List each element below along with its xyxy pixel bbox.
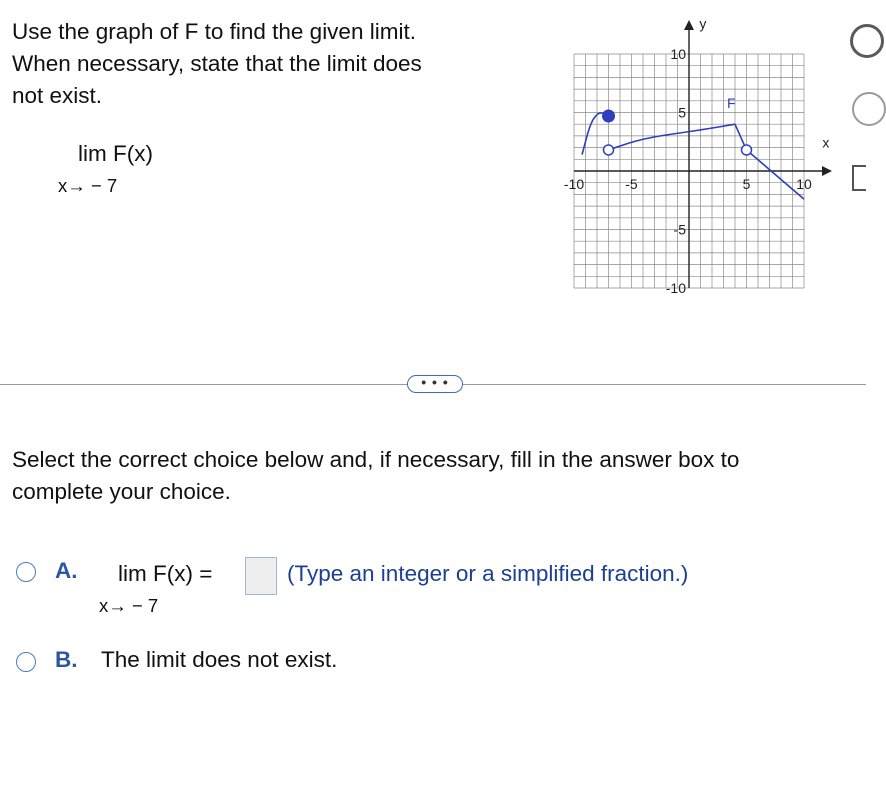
instructions-line-1: Select the correct choice below and, if necessary, fill in the answer box to [12,447,740,472]
question-prompt [12,16,512,112]
y-tick-label: -5 [673,221,686,238]
answer-input[interactable] [245,557,277,595]
question-line-1: Use the graph of F to find the given limit. [12,19,416,44]
choice-a-limit-expression: lim F(x) = [118,561,213,586]
choice-a-hint: (Type an integer or a simplified fraction.) [287,561,689,586]
y-tick-label: 5 [678,104,686,121]
instructions [12,444,862,508]
choice-a-letter: A. [55,558,78,583]
question-line-2: When necessary, state that the limit does [12,51,422,76]
question-limit-subscript: x→ − 7 [58,175,118,196]
question-limit-expression: lim F(x) [78,141,153,166]
graph-y-axis-label: y [699,15,707,32]
enlarge-graph-icon[interactable] [852,92,886,126]
choice-a-limit-subscript: x→ − 7 [99,595,159,616]
x-tick-label: 5 [742,176,751,192]
graph-curve [582,110,804,199]
graph-function-label: F [726,94,736,111]
help-icon[interactable] [850,24,884,58]
y-tick-label: 10 [670,46,686,62]
open-point [742,145,752,155]
instructions-line-2: complete your choice. [12,479,231,504]
choice-b-letter: B. [55,647,78,672]
choice-b-text: The limit does not exist. [101,647,338,672]
x-tick-label: -5 [625,176,638,192]
y-tick-label: -10 [665,280,686,296]
choice-b-radio[interactable] [16,652,36,672]
closed-point [603,110,615,122]
x-axis-arrow [822,166,832,176]
function-graph [560,15,830,308]
popout-icon[interactable] [852,165,866,191]
choice-a-radio[interactable] [16,562,36,582]
question-line-3: not exist. [12,83,103,108]
graph-axes [574,20,832,288]
show-more-button[interactable]: • • • [407,375,463,393]
x-tick-label: -10 [563,176,585,192]
x-tick-label: 10 [796,176,812,192]
open-point [604,145,614,155]
y-axis-arrow [684,20,694,30]
curve-segment-middle [609,124,736,150]
graph-x-axis-label: x [822,134,830,151]
